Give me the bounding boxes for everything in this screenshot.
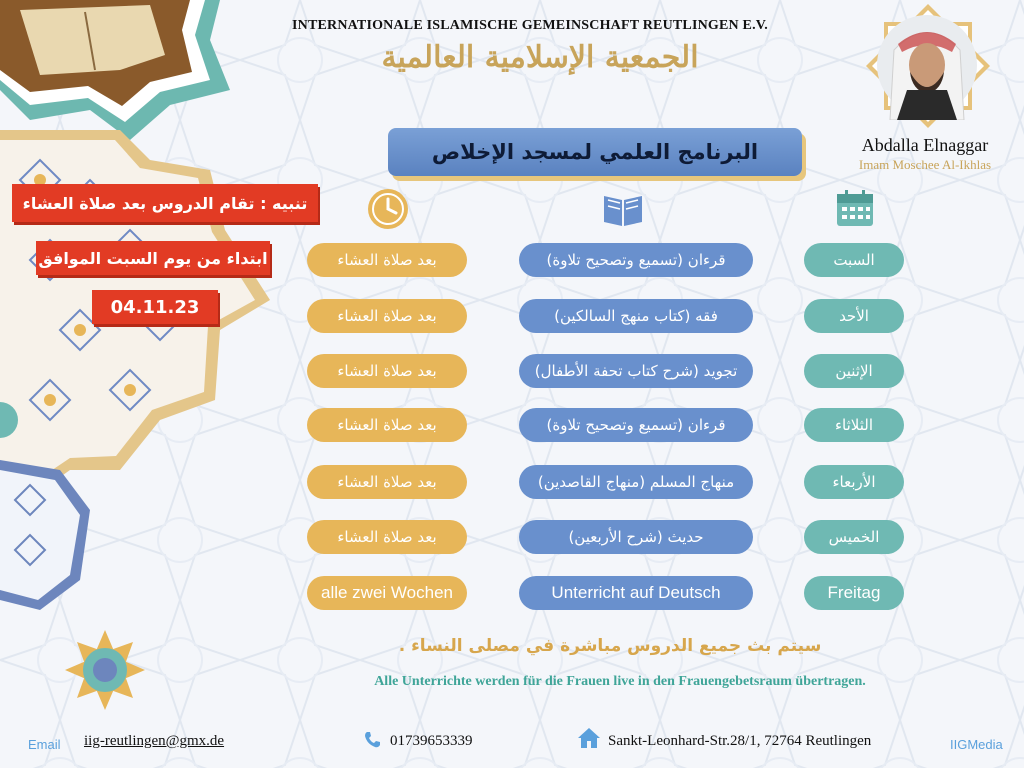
day-pill: الثلاثاء bbox=[804, 408, 904, 442]
time-pill: بعد صلاة العشاء bbox=[307, 299, 467, 333]
day-pill: الإثنين bbox=[804, 354, 904, 388]
email-label: Email bbox=[28, 737, 61, 752]
start-date: 04.11.23 bbox=[92, 290, 218, 324]
day-pill: Freitag bbox=[804, 576, 904, 610]
phone-icon bbox=[363, 731, 381, 749]
brand-label: IIGMedia bbox=[950, 737, 1003, 752]
subject-pill: تجويد (شرح كتاب تحفة الأطفال) bbox=[519, 354, 753, 388]
time-pill: بعد صلاة العشاء bbox=[307, 520, 467, 554]
subject-pill: فقه (كتاب منهج السالكين) bbox=[519, 299, 753, 333]
imam-avatar bbox=[872, 10, 982, 120]
day-pill: الأربعاء bbox=[804, 465, 904, 499]
home-icon bbox=[577, 727, 601, 749]
notice-banner: تنبيه : تقام الدروس بعد صلاة العشاء bbox=[12, 184, 318, 222]
address: Sankt-Leonhard-Str.28/1, 72764 Reutlingen bbox=[608, 733, 872, 749]
page-title: البرنامج العلمي لمسجد الإخلاص bbox=[388, 128, 802, 176]
time-pill: بعد صلاة العشاء bbox=[307, 243, 467, 277]
day-pill: الخميس bbox=[804, 520, 904, 554]
subject-pill: منهاج المسلم (منهاج القاصدين) bbox=[519, 465, 753, 499]
day-pill: الأحد bbox=[804, 299, 904, 333]
day-pill: السبت bbox=[804, 243, 904, 277]
broadcast-note-german: Alle Unterrichte werden für die Frauen live in den Frauengebetsraum übertragen. bbox=[374, 674, 866, 689]
subject-pill: قرءان (تسميع وتصحيح تلاوة) bbox=[519, 408, 753, 442]
time-pill: بعد صلاة العشاء bbox=[307, 354, 467, 388]
org-name: INTERNATIONALE ISLAMISCHE GEMEINSCHAFT REUTLINGEN E.V. bbox=[291, 18, 768, 33]
calendar-icon bbox=[832, 186, 878, 232]
org-name-arabic: الجمعية الإسلامية العالمية bbox=[381, 40, 699, 75]
time-pill: بعد صلاة العشاء bbox=[307, 408, 467, 442]
imam-name: Abdalla Elnaggar bbox=[861, 135, 989, 155]
broadcast-note-arabic: سيتم بث جميع الدروس مباشرة في مصلى النساء . bbox=[398, 636, 822, 656]
book-icon bbox=[600, 186, 646, 232]
bottom-left-star bbox=[65, 630, 145, 710]
subject-pill: Unterricht auf Deutsch bbox=[519, 576, 753, 610]
clock-icon bbox=[365, 186, 411, 232]
phone-number[interactable]: 01739653339 bbox=[390, 733, 473, 749]
imam-subtitle: Imam Moschee Al-Ikhlas bbox=[858, 157, 992, 172]
start-notice: ابتداء من يوم السبت الموافق bbox=[36, 241, 270, 275]
subject-pill: حديث (شرح الأربعين) bbox=[519, 520, 753, 554]
subject-pill: قرءان (تسميع وتصحيح تلاوة) bbox=[519, 243, 753, 277]
time-pill: بعد صلاة العشاء bbox=[307, 465, 467, 499]
email-link[interactable]: iig-reutlingen@gmx.de bbox=[84, 733, 225, 749]
time-pill: alle zwei Wochen bbox=[307, 576, 467, 610]
